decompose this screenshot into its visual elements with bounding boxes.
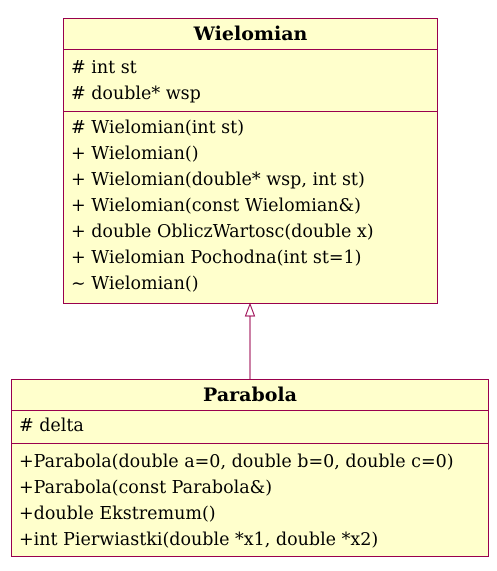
generalization-arrowhead	[246, 304, 255, 316]
attribute-wsp: # double* wsp	[71, 84, 201, 104]
attribute-delta: # delta	[19, 416, 84, 436]
operation-pochodna: + Wielomian Pochodna(int st=1)	[71, 248, 362, 268]
class-name-wielomian: Wielomian	[64, 19, 437, 50]
operation-wielomian-int: # Wielomian(int st)	[71, 118, 245, 138]
operation-pierwiastki: +int Pierwiastki(double *x1, double *x2)	[19, 530, 379, 550]
operation-wielomian-copy: + Wielomian(const Wielomian&)	[71, 196, 361, 216]
class-parabola	[11, 379, 489, 557]
operation-oblicz-wartosc: + double ObliczWartosc(double x)	[71, 222, 374, 242]
attributes-parabola	[12, 411, 488, 444]
operation-wielomian-default: + Wielomian()	[71, 144, 199, 164]
operation-wielomian-wsp-st: + Wielomian(double* wsp, int st)	[71, 170, 365, 190]
operation-destructor: ∼ Wielomian()	[71, 274, 199, 294]
operations-parabola	[12, 444, 488, 553]
operation-ekstremum: +double Ekstremum()	[19, 504, 216, 524]
attribute-st: # int st	[71, 58, 137, 78]
class-name-parabola: Parabola	[12, 380, 488, 411]
operation-parabola-abc: +Parabola(double a=0, double b=0, double c=0)	[19, 452, 454, 472]
operation-parabola-copy: +Parabola(const Parabola&)	[19, 478, 273, 498]
